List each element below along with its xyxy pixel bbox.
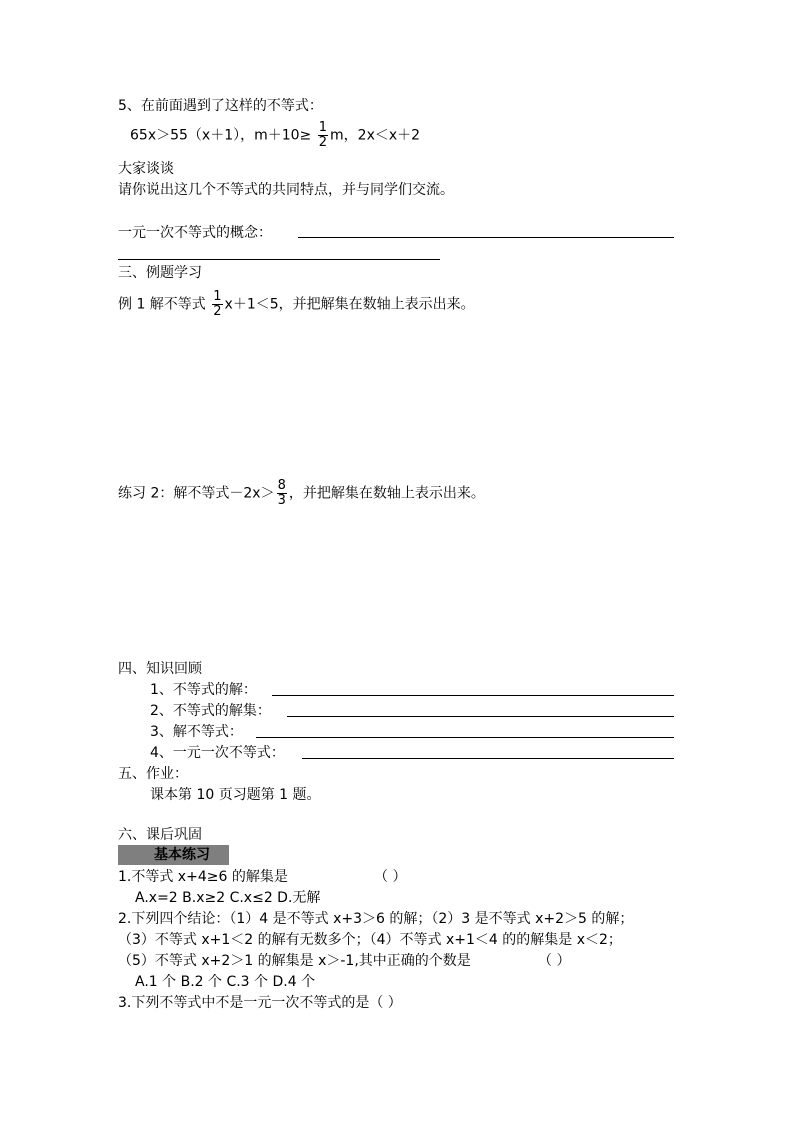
practice-prefix: 练习 2：解不等式－2x＞ [118, 485, 275, 502]
example-1 [118, 290, 475, 319]
question-3: 3.下列不等式中不是一元一次不等式的是（ ） [118, 995, 402, 1011]
review-line-4[interactable] [302, 758, 674, 759]
discuss-text: 请你说出这几个不等式的共同特点，并与同学们交流。 [118, 182, 454, 198]
q5-frac-num: 1 [318, 120, 328, 135]
section4-heading: 四、知识回顾 [118, 661, 202, 677]
practice-fraction [277, 479, 287, 508]
q5-expr-a: 65x＞55（x＋1），m＋10≥ [130, 127, 312, 144]
practice-2 [118, 479, 485, 508]
q5-title: 5、在前面遇到了这样的不等式： [118, 98, 323, 114]
concept-answer-line-1[interactable] [298, 237, 674, 238]
q5-expr-b: m，2x＜x＋2 [330, 127, 421, 144]
homework-text: 课本第 10 页习题第 1 题。 [150, 787, 321, 803]
example-frac-den: 2 [213, 304, 222, 319]
concept-answer-line-2[interactable] [118, 259, 440, 260]
practice-frac-num: 8 [277, 478, 286, 493]
basic-practice-label: 基本练习 [154, 847, 210, 863]
discuss-title: 大家谈谈 [118, 161, 174, 177]
practice-suffix: ，并把解集在数轴上表示出来。 [288, 485, 485, 502]
q5-inequalities [130, 121, 420, 150]
review-item-2: 2、不等式的解集： [150, 703, 271, 719]
question-2-answer[interactable]: （ ） [538, 953, 571, 969]
review-line-3[interactable] [256, 737, 674, 738]
section5-heading: 五、作业： [118, 766, 188, 782]
question-1-answer[interactable]: （ ） [374, 869, 407, 885]
example-fraction [212, 290, 222, 319]
practice-frac-den: 3 [277, 493, 286, 508]
review-item-4: 4、一元一次不等式： [150, 745, 285, 761]
question-2-line-1: 2.下列四个结论：（1）4 是不等式 x+3＞6 的解；（2）3 是不等式 x+2＞5 的解； [118, 911, 634, 927]
basic-practice-badge [118, 845, 229, 865]
q5-fraction [318, 121, 328, 150]
section3-heading: 三、例题学习 [118, 265, 202, 281]
concept-label: 一元一次不等式的概念： [118, 225, 272, 241]
question-2-line-2: （3）不等式 x+1＜2 的解有无数多个；（4）不等式 x+1＜4 的的解集是 x＜2； [118, 932, 622, 948]
question-2-line-3: （5）不等式 x+2＞1 的解集是 x＞-1,其中正确的个数是 [118, 953, 471, 969]
q5-frac-den: 2 [318, 135, 328, 150]
review-item-3: 3、解不等式： [150, 724, 243, 740]
question-1: 1.不等式 x+4≥6 的解集是 [118, 869, 288, 885]
section6-heading: 六、课后巩固 [118, 827, 202, 843]
review-line-1[interactable] [272, 695, 674, 696]
example-frac-num: 1 [213, 289, 222, 304]
example-prefix: 例 1 解不等式 [118, 296, 206, 313]
review-item-1: 1、不等式的解： [150, 682, 257, 698]
question-2-options: A.1 个 B.2 个 C.3 个 D.4 个 [135, 974, 316, 990]
question-1-options: A.x=2 B.x≥2 C.x≤2 D.无解 [135, 890, 321, 906]
review-line-2[interactable] [287, 716, 674, 717]
example-suffix: x＋1＜5，并把解集在数轴上表示出来。 [224, 296, 475, 313]
